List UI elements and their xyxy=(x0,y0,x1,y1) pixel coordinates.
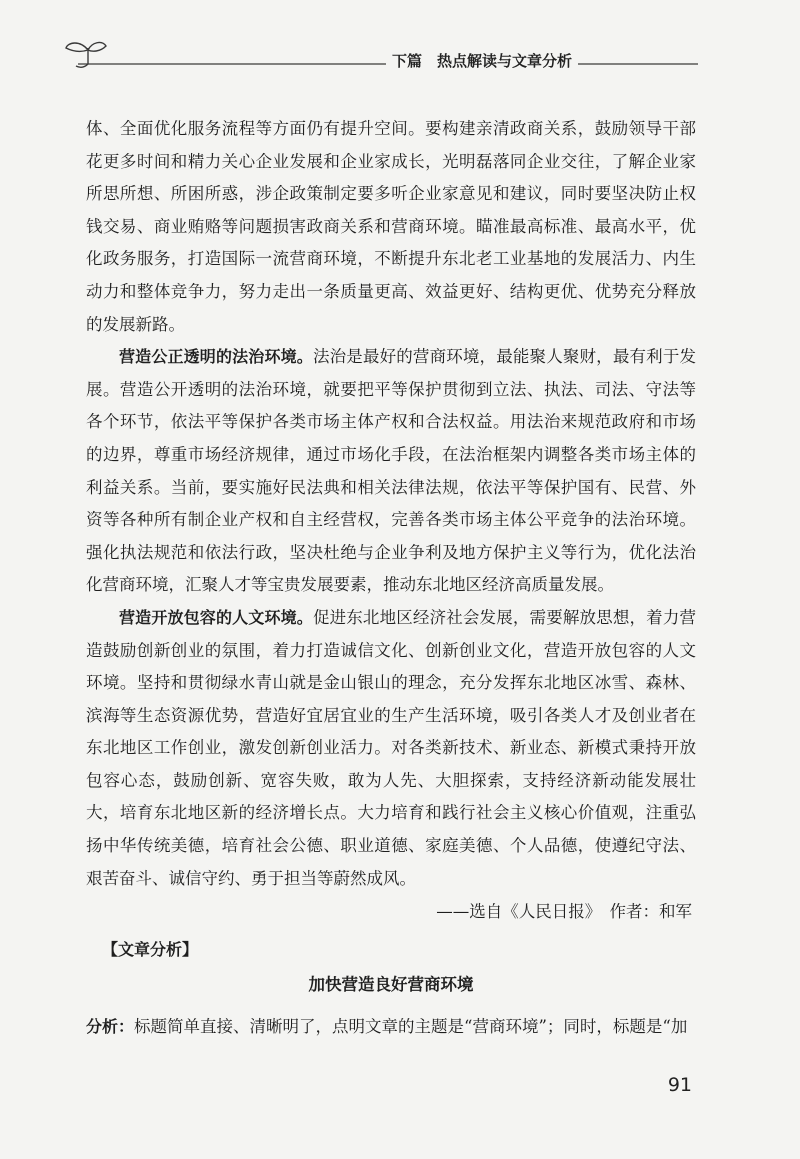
body-paragraph-continuation: 体、全面优化服务流程等方面仍有提升空间。要构建亲清政商关系，鼓励领导干部花更多时间和精力关心企业发展和企业家成长，光明磊落同企业交往，了解企业家所思所想、所困所惑，涉企政策制定要多听企业家意见和建议，同时要坚决防止权钱交易、商业贿赂等问题损害政商关系和营商环境。瞄准最高标准、最高水平，优化政务服务，打造国际一流营商环境，不断提升东北老工业基地的发展活力、内生动力和整体竞争力，努力走出一条质量更高、效益更好、结构更优、优势充分释放的发展新路。 xyxy=(86,119,696,334)
section-label: 【文章分析】 xyxy=(102,940,199,960)
article-title: 加快营造良好营商环境 xyxy=(308,975,474,995)
page-number: 91 xyxy=(667,1074,692,1096)
page-header xyxy=(62,38,698,78)
header-rule xyxy=(62,38,698,78)
paragraph-text-legal: 法治是最好的营商环境，最能聚人聚财，最有利于发展。营造公开透明的法治环境，就要把平等保护贯彻到立法、执法、司法、守法等各个环节，依法平等保护各类市场主体产权和合法权益。用法治来规范政府和市场的边界，尊重市场经济规律，通过市场化手段，在法治框架内调整各类市场主体的利益关系。当前，要实施好民法典和相关法律法规，依法平等保护国有、民营、外资等各种所有制企业产权和自主经营权，完善各类市场主体公平竞争的法治环境。强化执法规范和依法行政，坚决杜绝与企业争利及地方保护主义等行为，优化法治化营商环境，汇聚人才等宝贵发展要素，推动东北地区经济高质量发展。 xyxy=(86,347,696,595)
analysis-paragraph xyxy=(86,1011,696,1043)
analysis-text: 标题简单直接、清晰明了，点明文章的主题是“营商环境”；同时，标题是“加 xyxy=(134,1017,688,1037)
analysis-lead: 分析： xyxy=(86,1017,135,1037)
paragraph-text-cultural: 促进东北地区经济社会发展，需要解放思想，着力营造鼓励创新创业的氛围，着力打造诚信文化、创新创业文化，营造开放包容的人文环境。坚持和贯彻绿水青山就是金山银山的理念，充分发挥东北地区冰雪、森林、滨海等生态资源优势，营造好宜居宜业的生产生活环境，吸引各类人才及创业者在东北地区工作创业，激发创新创业活力。对各类新技术、新业态、新模式秉持开放包容心态，鼓励创新、宽容失败，敢为人先、大胆探索，支持经济新动能发展壮大，培育东北地区新的经济增长点。大力培育和践行社会主义核心价值观，注重弘扬中华传统美德，培育社会公德、职业道德、家庭美德、个人品德，使遵纪守法、艰苦奋斗、诚信守约、勇于担当等蔚然成风。 xyxy=(86,607,696,888)
body-paragraph-legal-environment xyxy=(86,341,696,602)
paragraph-lead-cultural: 营造开放包容的人文环境。 xyxy=(119,607,313,627)
body-paragraph-cultural-environment xyxy=(86,602,696,895)
header-title: 下篇 热点解读与文章分析 xyxy=(386,50,578,71)
source-attribution: ——选自《人民日报》 作者：和军 xyxy=(436,902,692,922)
paragraph-lead-legal: 营造公正透明的法治环境。 xyxy=(119,347,313,367)
page-content xyxy=(86,113,696,1043)
